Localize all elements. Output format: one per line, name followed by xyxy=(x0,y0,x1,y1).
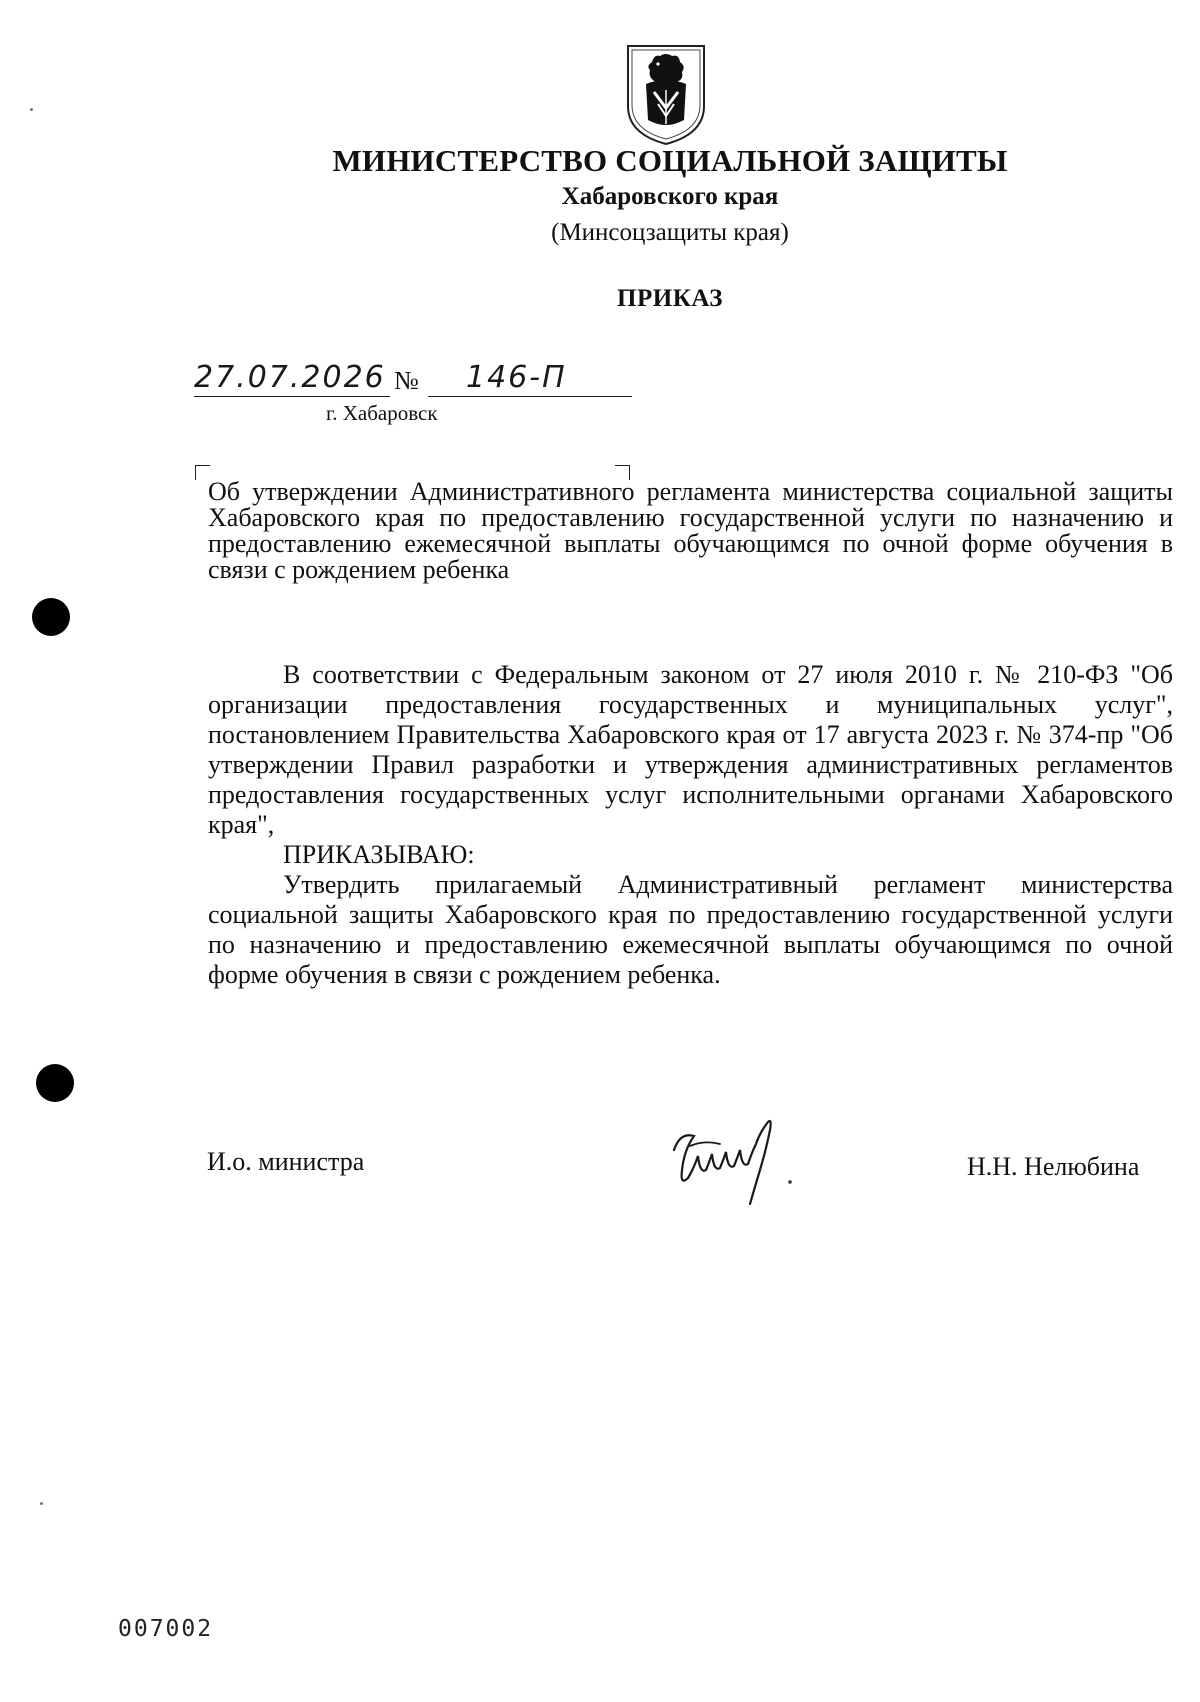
document-subject: Об утверждении Административного регламента министерства социальной защиты Хабаровского края по предоставлению государственной услуги по назначению и предоставлению ежемесячной выплаты обучающимся по очной форме обучения в связи с рождением ребенка xyxy=(208,477,1173,584)
region-title: Хабаровского края xyxy=(561,183,779,210)
coat-of-arms-icon xyxy=(624,42,708,148)
signatory-name: Н.Н. Нелюбина xyxy=(967,1152,1140,1181)
preamble-paragraph: В соответствии с Федеральным законом от 27 июля 2010 г. № 210-ФЗ "Об организации предоставления государственных и муниципальных услуг", постановлением Правительства Хабаровского края от 17 августа 2023 г. № 374-пр "Об утверждении Правил разработки и утверждения административных регламентов предоставления государственных услуг исполнительными органами Хабаровского края", xyxy=(208,660,1173,839)
ministry-title: МИНИСТЕРСТВО СОЦИАЛЬНОЙ ЗАЩИТЫ xyxy=(332,143,1008,178)
document-number: 146-П xyxy=(466,360,567,395)
signatory-role: И.о. министра xyxy=(207,1147,365,1176)
order-word: ПРИКАЗЫВАЮ: xyxy=(283,840,475,869)
punch-hole xyxy=(36,1064,74,1102)
handwritten-signature-icon xyxy=(660,1110,830,1210)
scan-speck xyxy=(30,108,33,111)
date-underline xyxy=(194,396,390,397)
scan-speck xyxy=(40,1502,43,1505)
decision-paragraph: Утвердить прилагаемый Административный регламент министерства социальной защиты Хабаровского края по предоставлению государственной услуги по назначению и предоставлению ежемесячной выплаты обучающимся по очной форме обучения в связи с рождением ребенка. xyxy=(208,870,1173,989)
punch-hole xyxy=(32,598,70,636)
document-city: г. Хабаровск xyxy=(326,401,438,425)
number-sign: № xyxy=(394,366,419,395)
number-underline xyxy=(428,396,632,397)
document-type: ПРИКАЗ xyxy=(617,285,723,312)
form-serial-code: 007002 xyxy=(118,1616,214,1642)
document-body xyxy=(208,660,1173,990)
document-date: 27.07.2026 xyxy=(194,360,386,395)
ministry-short-name: (Минсоцзащиты края) xyxy=(551,219,789,246)
